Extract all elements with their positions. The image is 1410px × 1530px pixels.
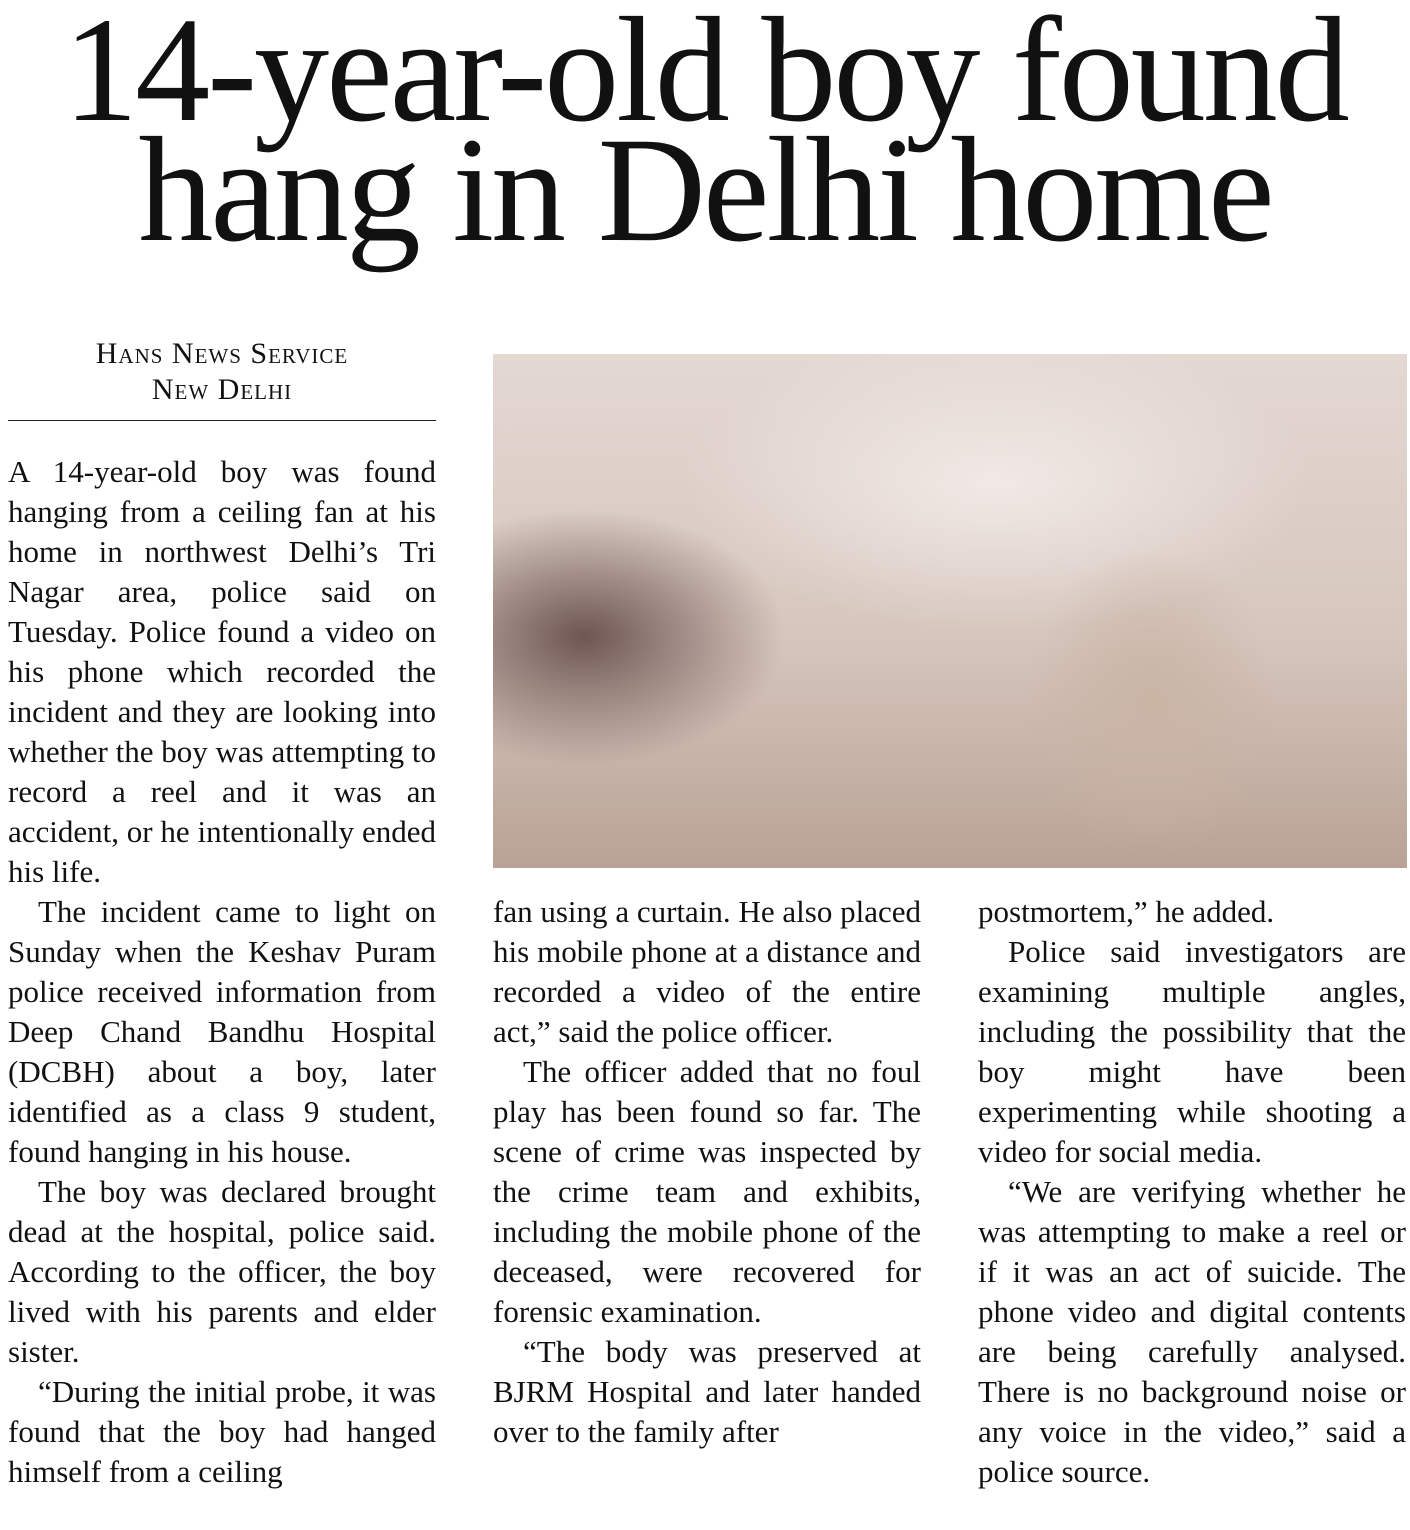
paragraph: The boy was declared brought dead at the hospital, police said. According to the officer, the boy lived with his parents and elder sister. [8, 1174, 436, 1369]
paragraph: postmortem,” he added. [978, 894, 1275, 929]
article-column-1 [8, 452, 436, 1492]
byline-divider [8, 420, 436, 421]
headline-line-1: 14-year-old boy found [63, 0, 1347, 153]
byline-agency: Hans News Service [95, 337, 349, 370]
paragraph: “We are verifying whether he was attempting to make a reel or if it was an act of suicide. The phone video and digital contents are being carefully analysed. There is no background noise or any voice in the video,” said a police source. [978, 1174, 1406, 1489]
paragraph: A 14-year-old boy was found hanging from a ceiling fan at his home in northwest Delhi’s Tri Nagar area, police said on Tuesday. Police found a video on his phone which recorded the incident and they are looking into whether the boy was attempting to record a reel and it was an accident, or he intentionally ended his life. [8, 454, 436, 889]
article-photo [493, 354, 1407, 868]
paragraph: The incident came to light on Sunday when the Keshav Puram police received information from Deep Chand Bandhu Hospital (DCBH) about a boy, later identified as a class 9 student, found hanging in his house. [8, 894, 436, 1169]
byline-dateline: New Delhi [151, 373, 293, 406]
paragraph: Police said investigators are examining multiple angles, including the possibility that the boy might have been experimenting while shooting a video for social media. [978, 934, 1406, 1169]
headline-line-2: hang in Delhi home [138, 107, 1272, 273]
byline [8, 336, 436, 408]
article-column-2 [493, 892, 921, 1452]
paragraph: “During the initial probe, it was found that the boy had hanged himself from a ceiling [8, 1374, 436, 1489]
paragraph: fan using a curtain. He also placed his mobile phone at a distance and recorded a video of the entire act,” said the police officer. [493, 894, 921, 1049]
article-column-3 [978, 892, 1406, 1492]
paragraph: “The body was preserved at BJRM Hospital and later handed over to the family after [493, 1334, 921, 1449]
headline [0, 0, 1410, 273]
paragraph: The officer added that no foul play has been found so far. The scene of crime was inspected by the crime team and exhibits, including the mobile phone of the deceased, were recovered for forensic examination. [493, 1054, 921, 1329]
